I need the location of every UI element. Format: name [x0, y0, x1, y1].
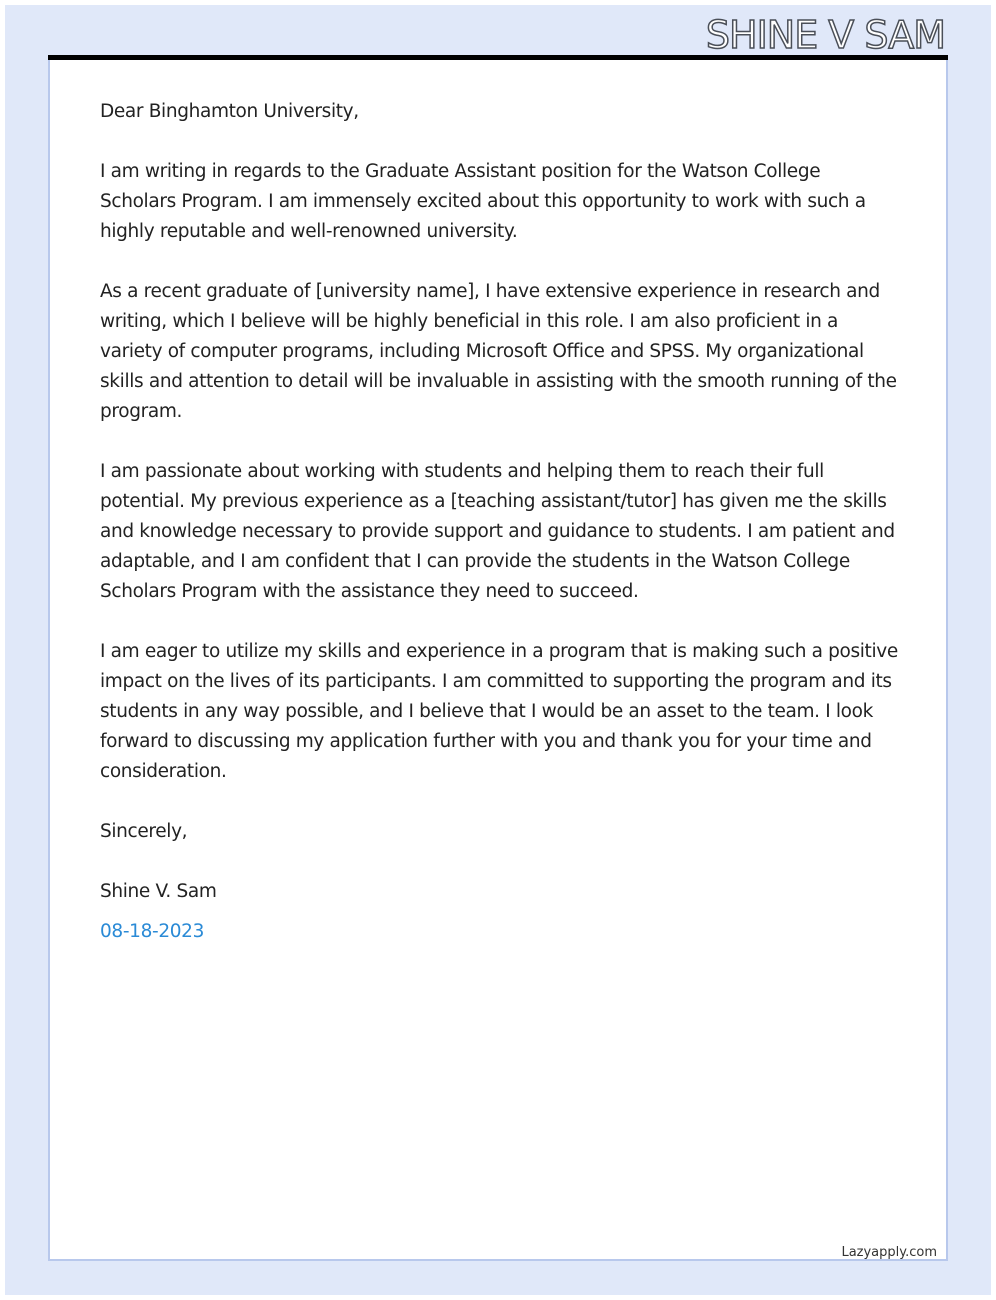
salutation: Dear Binghamton University,: [100, 101, 359, 122]
paragraph-4: I am eager to utilize my skills and experience in a program that is making such a positive impact on the lives of its participants. I am committed to supporting the program and its students in any way possible, and I believe that I would be an asset to the team. I look forward to discussing my application further with you and thank you for your time and consideration.: [100, 641, 898, 782]
paragraph-1: I am writing in regards to the Graduate Assistant position for the Watson College Scholars Program. I am immensely excited about this opportunity to work with such a highly reputable and well-renowned university.: [100, 161, 866, 242]
letter-body: [100, 97, 900, 947]
paragraph-3: I am passionate about working with students and helping them to reach their full potential. My previous experience as a [teaching assistant/tutor] has given me the skills and knowledge necessary to provide support and guidance to students. I am patient and adaptable, and I am confident that I can provide the students in the Watson College Scholars Program with the assistance they need to succeed.: [100, 461, 895, 602]
letter-date: 08-18-2023: [100, 921, 205, 942]
footer-brand: Lazyapply.com: [841, 1245, 937, 1260]
header-name: SHINE V SAM: [705, 13, 945, 57]
closing: Sincerely,: [100, 821, 188, 842]
signature: Shine V. Sam: [100, 881, 217, 902]
paragraph-2: As a recent graduate of [university name], I have extensive experience in research and writing, which I believe will be highly beneficial in this role. I am also proficient in a variety of computer programs, including Microsoft Office and SPSS. My organizational skills and attention to detail will be invaluable in assisting with the smooth running of the program.: [100, 281, 897, 422]
